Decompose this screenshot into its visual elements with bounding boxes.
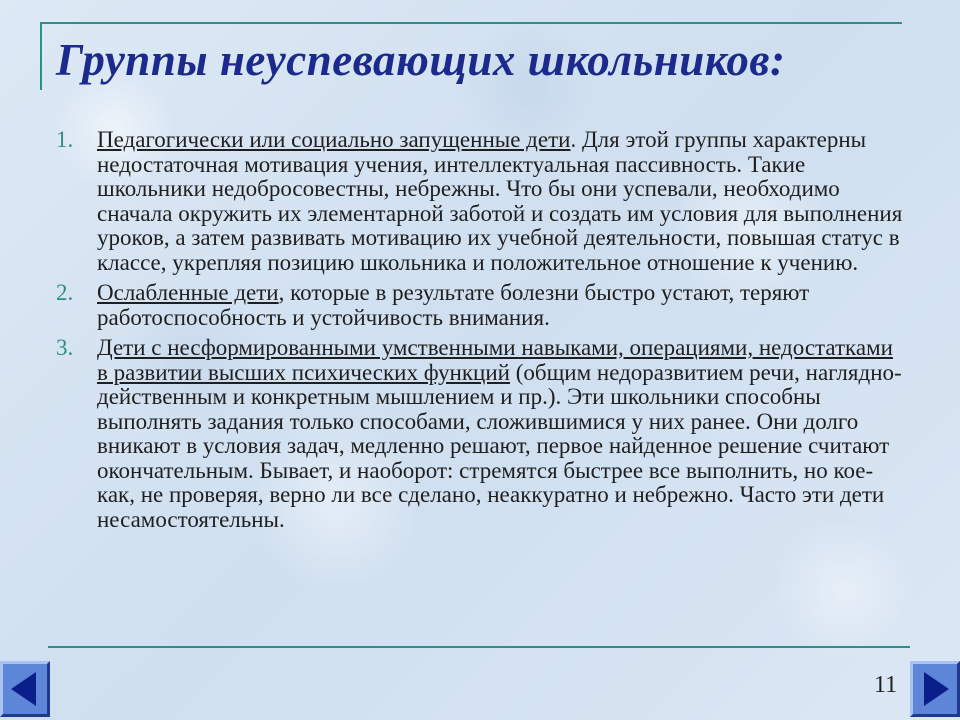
list-item [56,336,906,532]
slide-title: Группы неуспевающих школьников: [56,35,786,85]
item-number: 2. [56,280,74,305]
bottom-divider-line [48,646,910,648]
item-term: Педагогически или социально запущенные дети [97,127,571,152]
arrow-right-icon [913,664,957,714]
list-item [56,128,906,275]
page-number: 11 [874,672,898,698]
item-term: Дети с несформированными умственными навыками, операциями, недостатками в развитии высших психических функций [97,335,893,385]
next-slide-button[interactable] [910,661,960,717]
top-divider-line [40,22,902,24]
left-divider-line [40,22,42,90]
item-text: , которые в результате болезни быстро устают, теряют работоспособность и устойчивость внимания. [97,280,810,330]
content-list [56,128,906,538]
item-number: 3. [56,335,74,360]
item-text: (общим недоразвитием речи, наглядно-действенным и конкретным мышлением и пр.). Эти школьники способны выполнять задания только способами, сложившимися у них ранее. Они долго вникают в условия задач, медленно решают, первое найденное решение считают окончательным. Бывает, и наоборот: стремятся быстрее все выполнить, но кое-как, не проверяя, верно ли все сделано, неаккуратно и небрежно. Часто эти дети несамостоятельны. [97,359,902,532]
list-item [56,281,906,330]
arrow-left-icon [3,664,47,714]
item-number: 1. [56,127,74,152]
item-text: . Для этой группы характерны недостаточная мотивация учения, интеллектуальная пассивность. Такие школьники недобросовестны, небрежны. Что бы они успевали, необходимо сначала окружить их элементарной заботой и создать им условия для выполнения уроков, а затем развивать мотивацию их учебной деятельности, повышая статус в классе, укрепляя позицию школьника и положительное отношение к учению. [97,127,903,275]
previous-slide-button[interactable] [0,661,50,717]
item-term: Ослабленные дети [97,280,279,305]
